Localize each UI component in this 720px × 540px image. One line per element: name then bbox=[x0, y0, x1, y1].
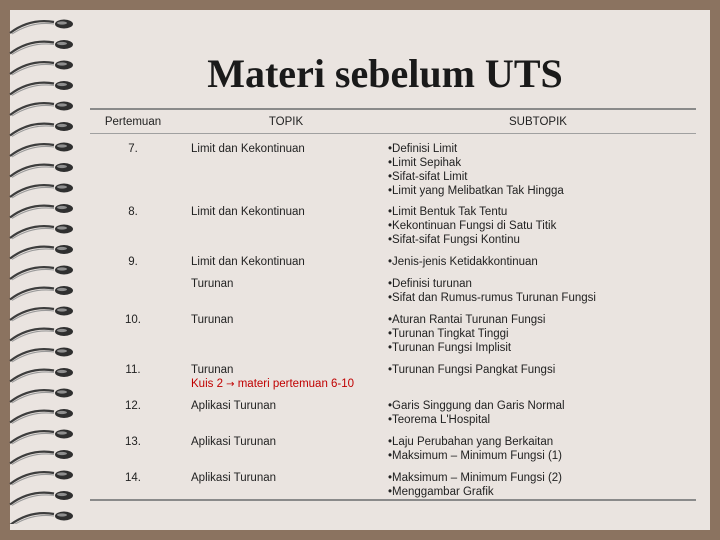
subtopik-text: Sifat-sifat Limit bbox=[392, 171, 468, 183]
subtopik-item bbox=[388, 170, 688, 184]
subtopik-text: Maksimum – Minimum Fungsi (1) bbox=[392, 450, 563, 462]
subtopik-item bbox=[388, 399, 688, 413]
subtopik-text: Limit Sepihak bbox=[392, 157, 462, 169]
topik-label: Aplikasi Turunan bbox=[191, 436, 277, 448]
topik-cell bbox=[191, 363, 381, 392]
binding-ring bbox=[10, 491, 73, 506]
bullet-icon: • bbox=[388, 234, 393, 246]
subtopik-cell bbox=[388, 471, 688, 499]
header-topik: TOPIK bbox=[268, 116, 304, 128]
subtopik-text: Maksimum – Minimum Fungsi (2) bbox=[392, 472, 563, 484]
subtopik-item bbox=[388, 184, 688, 198]
subtopik-text: Kekontinuan Fungsi di Satu Titik bbox=[392, 220, 557, 232]
binding-ring bbox=[10, 389, 73, 404]
topik-label: Turunan bbox=[191, 364, 234, 376]
subtopik-text: Definisi turunan bbox=[392, 278, 472, 290]
topik-cell bbox=[191, 399, 381, 413]
bullet-icon: • bbox=[388, 328, 393, 340]
topik-label: Aplikasi Turunan bbox=[191, 472, 277, 484]
binding-ring bbox=[10, 409, 73, 424]
binding-ring bbox=[10, 225, 73, 240]
binding-ring bbox=[10, 245, 73, 260]
binding-ring bbox=[10, 266, 73, 281]
topik-cell bbox=[191, 471, 381, 485]
subtopik-cell bbox=[388, 399, 688, 427]
subtopik-text: Sifat dan Rumus-rumus Turunan Fungsi bbox=[392, 292, 596, 304]
topik-cell bbox=[191, 142, 381, 156]
subtopik-text: Turunan Tingkat Tinggi bbox=[392, 328, 509, 340]
bullet-icon: • bbox=[388, 342, 393, 354]
topik-cell bbox=[191, 435, 381, 449]
binding-ring bbox=[10, 102, 73, 117]
subtopik-item bbox=[388, 277, 688, 291]
subtopik-text: Jenis-jenis Ketidakkontinuan bbox=[392, 256, 538, 268]
bullet-icon: • bbox=[388, 143, 393, 155]
bullet-icon: • bbox=[388, 206, 393, 218]
pertemuan-cell: 14. bbox=[125, 472, 141, 484]
subtopik-item bbox=[388, 142, 688, 156]
header-subtopik: SUBTOPIK bbox=[509, 116, 567, 128]
subtopik-item bbox=[388, 255, 688, 269]
subtopik-text: Sifat-sifat Fungsi Kontinu bbox=[392, 234, 520, 246]
kuis-scope: materi pertemuan 6-10 bbox=[237, 378, 355, 390]
table-header-rule bbox=[90, 133, 696, 134]
binding-ring bbox=[10, 184, 73, 199]
header-pertemuan: Pertemuan bbox=[104, 116, 162, 128]
binding-ring bbox=[10, 327, 73, 342]
subtopik-item bbox=[388, 435, 688, 449]
binding-ring bbox=[10, 20, 73, 35]
subtopik-item bbox=[388, 363, 688, 377]
binding-ring bbox=[10, 512, 73, 525]
pertemuan-cell: 10. bbox=[125, 314, 141, 326]
subtopik-item bbox=[388, 341, 688, 355]
table-top-rule bbox=[90, 108, 696, 110]
subtopik-cell bbox=[388, 363, 688, 377]
subtopik-item bbox=[388, 219, 688, 233]
bullet-icon: • bbox=[388, 486, 393, 498]
topik-label: Limit dan Kekontinuan bbox=[191, 256, 305, 268]
subtopik-text: Menggambar Grafik bbox=[392, 486, 494, 498]
arrow-right-icon: → bbox=[222, 379, 238, 390]
binding-ring bbox=[10, 122, 73, 137]
binding-ring bbox=[10, 368, 73, 383]
bullet-icon: • bbox=[388, 292, 393, 304]
subtopik-text: Laju Perubahan yang Berkaitan bbox=[392, 436, 554, 448]
kuis-note bbox=[191, 377, 381, 392]
binding-ring bbox=[10, 163, 73, 178]
subtopik-text: Garis Singgung dan Garis Normal bbox=[392, 400, 565, 412]
binding-ring bbox=[10, 204, 73, 219]
subtopik-item bbox=[388, 291, 688, 305]
binding-ring bbox=[10, 430, 73, 445]
subtopik-text: Aturan Rantai Turunan Fungsi bbox=[392, 314, 546, 326]
topik-label: Limit dan Kekontinuan bbox=[191, 206, 305, 218]
slide-title: Materi sebelum UTS bbox=[207, 51, 563, 96]
binding-ring bbox=[10, 307, 73, 322]
topik-cell bbox=[191, 255, 381, 269]
topik-label: Turunan bbox=[191, 278, 234, 290]
subtopik-item bbox=[388, 485, 688, 499]
bullet-icon: • bbox=[388, 314, 393, 326]
bullet-icon: • bbox=[388, 436, 393, 448]
bullet-icon: • bbox=[388, 256, 393, 268]
subtopik-item bbox=[388, 327, 688, 341]
pertemuan-cell: 11. bbox=[125, 364, 141, 376]
subtopik-item bbox=[388, 233, 688, 247]
bullet-icon: • bbox=[388, 157, 393, 169]
kuis-label: Kuis 2 bbox=[191, 378, 223, 390]
subtopik-text: Limit yang Melibatkan Tak Hingga bbox=[392, 185, 564, 197]
pertemuan-cell: 9. bbox=[128, 256, 138, 268]
subtopik-item bbox=[388, 449, 688, 463]
topik-label: Turunan bbox=[191, 314, 234, 326]
binding-ring bbox=[10, 286, 73, 301]
binding-ring bbox=[10, 348, 73, 363]
bullet-icon: • bbox=[388, 472, 393, 484]
subtopik-item bbox=[388, 205, 688, 219]
subtopik-cell bbox=[388, 205, 688, 247]
pertemuan-cell: 13. bbox=[125, 436, 141, 448]
pertemuan-cell: 12. bbox=[125, 400, 141, 412]
subtopik-item bbox=[388, 413, 688, 427]
subtopik-text: Teorema L'Hospital bbox=[392, 414, 491, 426]
subtopik-item bbox=[388, 471, 688, 485]
topik-cell bbox=[191, 277, 381, 291]
pertemuan-cell: 7. bbox=[128, 143, 138, 155]
bullet-icon: • bbox=[388, 400, 393, 412]
topik-label: Limit dan Kekontinuan bbox=[191, 143, 305, 155]
bullet-icon: • bbox=[388, 364, 393, 376]
binding-ring bbox=[10, 450, 73, 465]
subtopik-text: Definisi Limit bbox=[392, 143, 458, 155]
binding-ring bbox=[10, 471, 73, 486]
bullet-icon: • bbox=[388, 220, 393, 232]
subtopik-text: Limit Bentuk Tak Tentu bbox=[392, 206, 508, 218]
subtopik-item bbox=[388, 156, 688, 170]
bullet-icon: • bbox=[388, 414, 393, 426]
table-bottom-rule bbox=[90, 499, 696, 501]
bullet-icon: • bbox=[388, 171, 393, 183]
bullet-icon: • bbox=[388, 185, 393, 197]
bullet-icon: • bbox=[388, 450, 393, 462]
schedule-table bbox=[90, 108, 696, 501]
subtopik-item bbox=[388, 313, 688, 327]
subtopik-cell bbox=[388, 435, 688, 463]
pertemuan-cell: 8. bbox=[128, 206, 138, 218]
subtopik-text: Turunan Fungsi Implisit bbox=[392, 342, 512, 354]
topik-label: Aplikasi Turunan bbox=[191, 400, 277, 412]
binding-ring bbox=[10, 143, 73, 158]
bullet-icon: • bbox=[388, 278, 393, 290]
subtopik-cell bbox=[388, 142, 688, 198]
topik-cell bbox=[191, 205, 381, 219]
subtopik-cell bbox=[388, 277, 688, 305]
subtopik-cell bbox=[388, 313, 688, 355]
topik-cell bbox=[191, 313, 381, 327]
subtopik-text: Turunan Fungsi Pangkat Fungsi bbox=[392, 364, 556, 376]
subtopik-cell bbox=[388, 255, 688, 269]
